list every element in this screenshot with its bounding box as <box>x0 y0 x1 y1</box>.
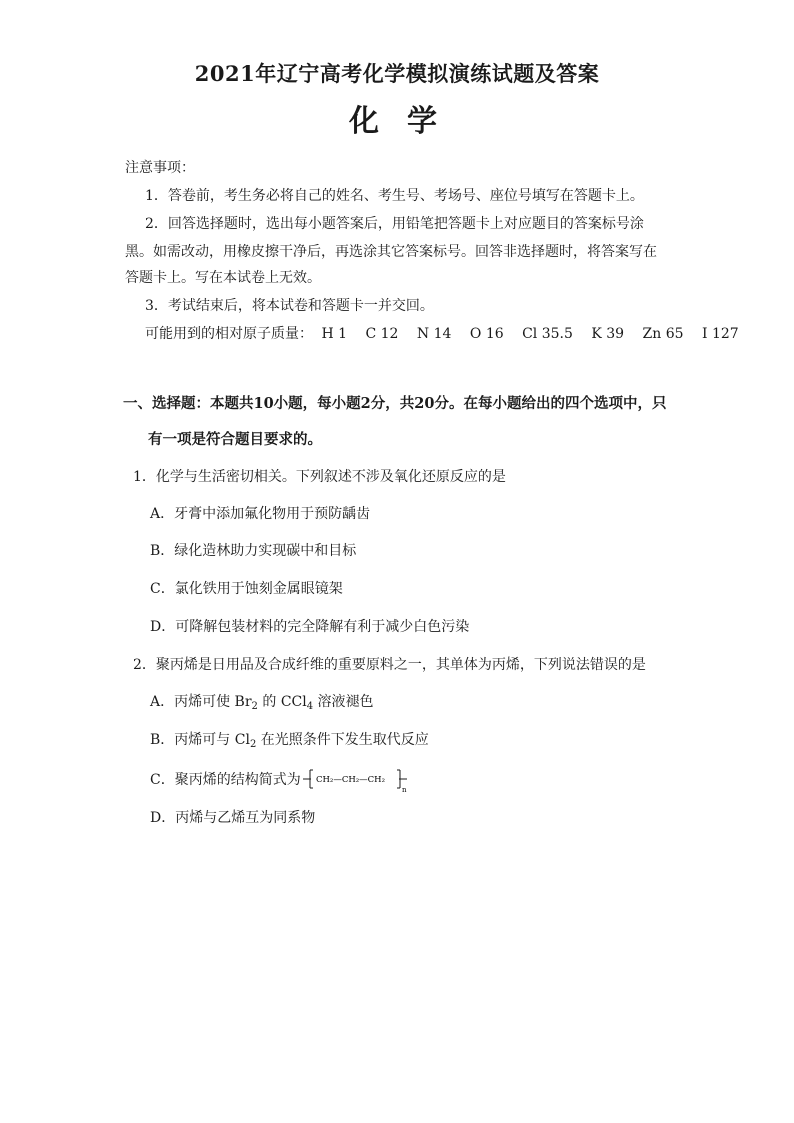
option-b-text-1: B．丙烯可与 Cl <box>150 732 250 748</box>
question-1-option-d: D．可降解包装材料的完全降解有利于减少白色污染 <box>150 619 470 635</box>
note-item-3: 3．考试结束后，将本试卷和答题卡一并交回。 <box>145 298 434 314</box>
polypropylene-structural-formula <box>303 767 415 793</box>
note-item-2-line-1: 2．回答选择题时，选出每小题答案后，用铅笔把答题卡上对应题目的答案标号涂 <box>145 216 644 232</box>
subject-heading: 化学 <box>349 104 465 139</box>
question-1-option-c: C．氯化铁用于蚀刻金属眼镜架 <box>150 581 343 597</box>
option-a-text-3: 溶液褪色 <box>313 694 374 710</box>
atomic-mass-cl: Cl 35.5 <box>522 326 573 342</box>
question-2-option-c <box>150 767 415 793</box>
polymer-degree-n: n <box>401 786 407 793</box>
atomic-mass-c: C 12 <box>365 326 399 342</box>
atomic-mass-zn: Zn 65 <box>642 326 684 342</box>
option-a-subscript-1: 2 <box>251 701 258 712</box>
polymer-repeat-unit: CH₂—CH₂—CH₂ <box>315 775 385 785</box>
option-b-text-2: 在光照条件下发生取代反应 <box>256 732 429 748</box>
atomic-mass-h: H 1 <box>321 326 348 342</box>
question-1-option-a: A．牙膏中添加氟化物用于预防龋齿 <box>150 506 371 522</box>
page-title: 2021年辽宁高考化学模拟演练试题及答案 <box>194 61 600 86</box>
option-a-text-1: A．丙烯可使 Br <box>150 694 252 710</box>
notes-heading: 注意事项： <box>125 160 195 176</box>
option-a-text-2: 的 CCl <box>257 694 307 710</box>
option-a-subscript-2: 4 <box>306 701 314 712</box>
section-1-heading-line-1: 一、选择题：本题共10小题，每小题2分，共20分。在每小题给出的四个选项中，只 <box>123 395 667 412</box>
atomic-mass-label: 可能用到的相对原子质量： <box>145 326 313 342</box>
option-c-text: C．聚丙烯的结构简式为 <box>150 772 301 788</box>
question-2-option-d: D．丙烯与乙烯互为同系物 <box>150 810 316 826</box>
atomic-mass-line <box>145 324 739 344</box>
question-2-option-b <box>150 730 429 755</box>
section-1-heading-line-2: 有一项是符合题目要求的。 <box>148 431 322 448</box>
question-2-stem: 2．聚丙烯是日用品及合成纤维的重要原料之一，其单体为丙烯，下列说法错误的是 <box>133 657 646 673</box>
atomic-mass-i: I 127 <box>702 326 739 342</box>
note-item-2-line-3: 答题卡上。写在本试卷上无效。 <box>125 270 321 286</box>
note-item-2-line-2: 黑。如需改动，用橡皮擦干净后，再选涂其它答案标号。回答非选择题时，将答案写在 <box>125 244 657 260</box>
question-1-option-b: B．绿化造林助力实现碳中和目标 <box>150 543 357 559</box>
question-1-stem: 1．化学与生活密切相关。下列叙述不涉及氧化还原反应的是 <box>133 469 506 485</box>
atomic-mass-k: K 39 <box>591 326 625 342</box>
note-item-1: 1．答卷前，考生务必将自己的姓名、考生号、考场号、座位号填写在答题卡上。 <box>145 188 644 204</box>
atomic-mass-n: N 14 <box>416 326 452 342</box>
atomic-mass-o: O 16 <box>469 326 504 342</box>
question-2-option-a <box>150 692 374 717</box>
option-b-subscript: 2 <box>249 739 257 750</box>
polymer-bracket-icon <box>303 767 415 793</box>
